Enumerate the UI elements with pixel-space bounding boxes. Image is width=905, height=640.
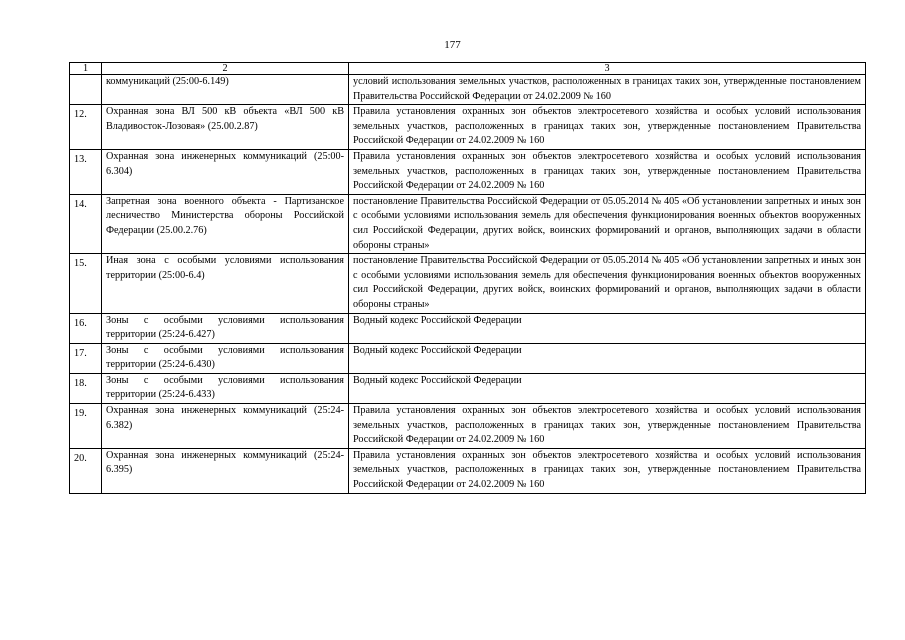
- table-row: [70, 254, 866, 313]
- legal-basis-cell: постановление Правительства Российской Федерации от 05.05.2014 № 405 «Об установлении запретных и иных зон с особыми условиями использования земель для обеспечения функционирования военных объектов вооруженных сил Российской Федерации, других войск, воинских формирований и органов, выполняющих задачи в области обороны страны»: [349, 194, 866, 253]
- page-number: 177: [444, 39, 461, 51]
- legal-basis-cell: Правила установления охранных зон объектов электросетевого хозяйства и особых условий использования земельных участков, расположенных в границах таких зон, утвержденные постановлением Правительства Российской Федерации от 24.02.2009 № 160: [349, 404, 866, 449]
- column-header-number: 1: [70, 63, 102, 75]
- table-row: [70, 448, 866, 493]
- legal-basis-cell: Правила установления охранных зон объектов электросетевого хозяйства и особых условий использования земельных участков, расположенных в границах таких зон, утвержденные постановлением Правительства Российской Федерации от 24.02.2009 № 160: [349, 448, 866, 493]
- table-header-row: [70, 63, 866, 75]
- table-row: [70, 105, 866, 150]
- table-row: [70, 373, 866, 403]
- zone-name-cell: Зоны с особыми условиями использования территории (25:24-6.430): [102, 343, 349, 373]
- row-number: 16.: [70, 313, 102, 343]
- zone-name-cell: Охранная зона ВЛ 500 кВ объекта «ВЛ 500 кВ Владивосток-Лозовая» (25.00.2.87): [102, 105, 349, 150]
- row-number: 15.: [70, 254, 102, 313]
- row-number: 14.: [70, 194, 102, 253]
- legal-basis-cell: Водный кодекс Российской Федерации: [349, 343, 866, 373]
- row-number: 12.: [70, 105, 102, 150]
- legal-basis-cell: Правила установления охранных зон объектов электросетевого хозяйства и особых условий использования земельных участков, расположенных в границах таких зон, утвержденные постановлением Правительства Российской Федерации от 24.02.2009 № 160: [349, 105, 866, 150]
- column-header-basis: 3: [349, 63, 866, 75]
- table-row: [70, 75, 866, 105]
- zone-name-cell: Зоны с особыми условиями использования территории (25:24-6.427): [102, 313, 349, 343]
- legal-basis-cell: Водный кодекс Российской Федерации: [349, 373, 866, 403]
- zone-name-cell: Зоны с особыми условиями использования территории (25:24-6.433): [102, 373, 349, 403]
- table-row: [70, 149, 866, 194]
- row-number: 19.: [70, 404, 102, 449]
- table-row: [70, 194, 866, 253]
- zone-name-cell: Охранная зона инженерных коммуникаций (25:24-6.382): [102, 404, 349, 449]
- table-row: [70, 343, 866, 373]
- zone-name-cell: Охранная зона инженерных коммуникаций (25:00-6.304): [102, 149, 349, 194]
- zone-name-cell: Иная зона с особыми условиями использования территории (25:00-6.4): [102, 254, 349, 313]
- zones-table: [69, 62, 866, 494]
- row-number: 20.: [70, 448, 102, 493]
- legal-basis-cell: Водный кодекс Российской Федерации: [349, 313, 866, 343]
- zone-name-cell: Запретная зона военного объекта - Партизанское лесничество Министерства обороны Российской Федерации (25.00.2.76): [102, 194, 349, 253]
- legal-basis-cell: условий использования земельных участков, расположенных в границах таких зон, утвержденные постановлением Правительства Российской Федерации от 24.02.2009 № 160: [349, 75, 866, 105]
- table-row: [70, 404, 866, 449]
- legal-basis-cell: постановление Правительства Российской Федерации от 05.05.2014 № 405 «Об установлении запретных и иных зон с особыми условиями использования земель для обеспечения функционирования военных объектов вооруженных сил Российской Федерации, других войск, воинских формирований и органов, выполняющих задачи в области обороны страны»: [349, 254, 866, 313]
- table-row: [70, 313, 866, 343]
- zone-name-cell: коммуникаций (25:00-6.149): [102, 75, 349, 105]
- legal-basis-cell: Правила установления охранных зон объектов электросетевого хозяйства и особых условий использования земельных участков, расположенных в границах таких зон, утвержденные постановлением Правительства Российской Федерации от 24.02.2009 № 160: [349, 149, 866, 194]
- row-number: 17.: [70, 343, 102, 373]
- row-number: 13.: [70, 149, 102, 194]
- row-number: 18.: [70, 373, 102, 403]
- column-header-zone: 2: [102, 63, 349, 75]
- zone-name-cell: Охранная зона инженерных коммуникаций (25:24-6.395): [102, 448, 349, 493]
- row-number: [70, 75, 102, 105]
